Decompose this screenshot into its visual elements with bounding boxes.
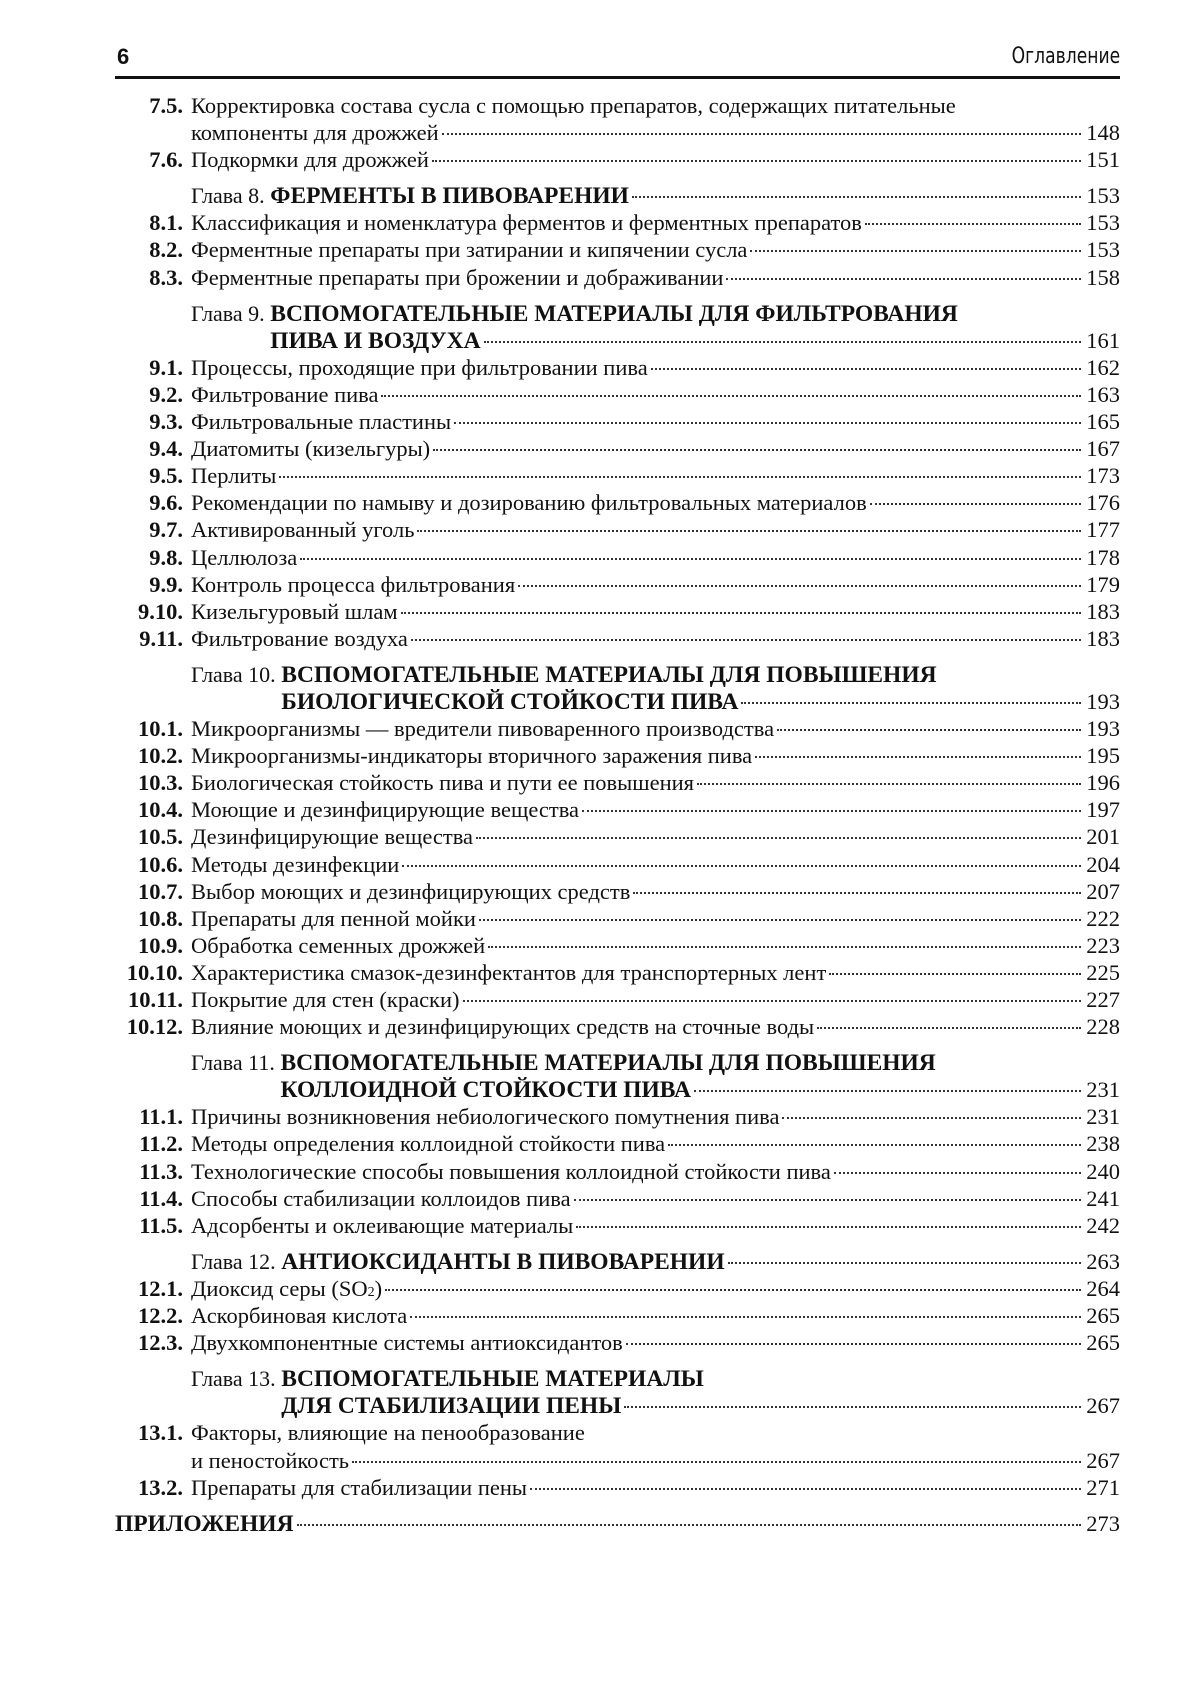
toc-chapter-row[interactable] [115,1365,1120,1392]
entry-line [191,1248,1120,1276]
page-ref[interactable]: 196 [1084,769,1120,796]
entry-line [191,688,1120,716]
toc-item-row[interactable] [115,1275,1120,1302]
page-ref[interactable]: 241 [1084,1185,1120,1212]
toc-item-row[interactable] [115,1447,1120,1474]
page-ref[interactable]: 265 [1084,1329,1120,1356]
page-ref[interactable]: 177 [1084,516,1120,543]
toc-item-row[interactable] [115,1103,1120,1130]
dot-leader [626,1343,1081,1345]
entry-line [191,932,1120,959]
toc-chapter-row[interactable] [115,1076,1120,1103]
section-title: Технологические способы повышения коллоидной стойкости пива [191,1158,831,1185]
page-ref[interactable]: 193 [1084,688,1120,715]
entry-line [191,571,1120,598]
section-number: 8.2. [115,236,183,263]
page-ref[interactable]: 267 [1084,1392,1120,1419]
section-title: Процессы, проходящие при фильтровании пива [191,354,648,381]
entry-line [191,354,1120,381]
toc-item-row[interactable] [115,544,1120,571]
section-title: Классификация и номенклатура ферментов и ферментных препаратов [191,209,862,236]
dot-leader [829,973,1081,975]
page-ref[interactable]: 223 [1084,932,1120,959]
toc-item-row[interactable] [115,264,1120,291]
section-title: Фильтровальные пластины [191,408,451,435]
entry-line [191,327,1120,355]
toc-item-row[interactable] [115,119,1120,146]
section-title: Аскорбиновая кислота [191,1302,407,1329]
toc-item-row[interactable] [115,905,1120,932]
toc-item-row[interactable] [115,1130,1120,1157]
section-title: компоненты для дрожжей [191,119,439,146]
section-title: Микроорганизмы — вредители пивоваренного производства [191,715,774,742]
toc-chapter-row[interactable] [115,182,1120,209]
chapter-title: КОЛЛОИДНОЙ СТОЙКОСТИ ПИВА [280,1077,690,1104]
section-title: Диатомиты (кизельгуры) [191,435,430,462]
dot-leader [624,1406,1081,1408]
entry-line [191,119,1120,146]
dot-leader [297,1524,1081,1526]
section-number: 9.5. [115,462,183,489]
chapter-label: Глава 12. [191,1248,276,1275]
page-ref[interactable]: 153 [1084,182,1120,209]
toc-item-row[interactable] [115,1302,1120,1329]
toc-item-row[interactable] [115,408,1120,435]
dot-leader [433,449,1081,451]
toc-chapter-row[interactable] [115,1392,1120,1419]
page-ref[interactable]: 158 [1084,264,1120,291]
page-ref[interactable]: 265 [1084,1302,1120,1329]
page-ref[interactable]: 148 [1084,119,1120,146]
entry-line [191,1103,1120,1130]
section-title: Фильтрование пива [191,381,378,408]
toc-item-row[interactable] [115,769,1120,796]
dot-leader [454,422,1081,424]
entry-line [191,544,1120,571]
page-ref[interactable]: 167 [1084,435,1120,462]
section-title: Препараты для стабилизации пены [191,1474,527,1501]
page-ref[interactable]: 222 [1084,905,1120,932]
entry-line [191,381,1120,408]
entry-line [191,1013,1120,1040]
section-title: Целлюлоза [191,544,297,571]
section-number: 11.5. [115,1212,183,1239]
toc-item-row[interactable] [115,796,1120,823]
page-ref[interactable]: 228 [1084,1013,1120,1040]
section-title: Двухкомпонентные системы антиоксидантов [191,1329,623,1356]
dot-leader [817,1027,1081,1029]
page-ref[interactable]: 178 [1084,544,1120,571]
dot-leader [479,919,1081,921]
page-ref[interactable]: 162 [1084,354,1120,381]
page-ref[interactable]: 227 [1084,986,1120,1013]
section-number: 11.3. [115,1158,183,1185]
dot-leader [279,476,1081,478]
entry-line [191,408,1120,435]
entry-line [191,1447,1120,1474]
toc-item-row[interactable] [115,1329,1120,1356]
entry-line [191,796,1120,823]
page-ref[interactable]: 153 [1084,236,1120,263]
toc-chapter-row[interactable] [115,300,1120,327]
entry-line [191,1365,1120,1393]
dot-leader [574,1199,1081,1201]
section-number: 10.10. [115,959,183,986]
entry-line [191,146,1120,173]
running-header [115,44,1120,76]
dot-leader [463,1000,1081,1002]
entry-line [191,1474,1120,1501]
chapter-title: БИОЛОГИЧЕСКОЙ СТОЙКОСТИ ПИВА [281,689,738,716]
section-title: Характеристика смазок-дезинфектантов для транспортерных лент [191,959,826,986]
page-ref[interactable]: 176 [1084,489,1120,516]
entry-line [191,300,1120,328]
entry-line [191,769,1120,796]
chapter-title: ВСПОМОГАТЕЛЬНЫЕ МАТЕРИАЛЫ ДЛЯ ФИЛЬТРОВАНИЯ [270,301,958,328]
toc-item-row[interactable] [115,381,1120,408]
toc-item-row[interactable] [115,1185,1120,1212]
toc-chapter-row[interactable] [115,661,1120,688]
section-number: 12.2. [115,1302,183,1329]
section-title: Кизельгуровый шлам [191,598,398,625]
toc-chapter-row[interactable] [115,688,1120,715]
page-ref[interactable]: 273 [1084,1510,1120,1537]
entry-line [191,625,1120,652]
section-title: Методы дезинфекции [191,851,399,878]
entry-line [191,264,1120,291]
dot-leader [834,1172,1081,1174]
section-title: Диоксид серы (SO [191,1275,368,1302]
chapter-title: ВСПОМОГАТЕЛЬНЫЕ МАТЕРИАЛЫ [281,1366,704,1393]
toc-item-row[interactable] [115,1212,1120,1239]
section-title-end: ) [375,1275,383,1302]
page-ref[interactable]: 271 [1084,1474,1120,1501]
section-title: Корректировка состава сусла с помощью препаратов, содержащих питательные [191,92,956,119]
dot-leader [865,223,1081,225]
page-ref[interactable]: 183 [1084,625,1120,652]
dot-leader [726,278,1081,280]
dot-leader [694,1090,1081,1092]
dot-leader [488,946,1081,948]
toc-chapter-row[interactable] [115,327,1120,354]
dot-leader [300,558,1081,560]
toc-item-row[interactable] [115,823,1120,850]
page-ref[interactable]: 204 [1084,851,1120,878]
section-number: 10.4. [115,796,183,823]
entry-line [191,905,1120,932]
toc-item-row[interactable] [115,489,1120,516]
section-number: 10.5. [115,823,183,850]
page-ref[interactable]: 193 [1084,715,1120,742]
entry-line [191,209,1120,236]
section-title: Микроорганизмы-индикаторы вторичного заражения пива [191,742,752,769]
page-ref[interactable]: 195 [1084,742,1120,769]
section-title: и пеностойкость [191,1447,349,1474]
section-number: 10.7. [115,878,183,905]
section-number: 10.6. [115,851,183,878]
page-ref[interactable]: 179 [1084,571,1120,598]
entry-line [191,598,1120,625]
page-ref[interactable]: 225 [1084,959,1120,986]
entry-line [191,489,1120,516]
entry-line [191,1329,1120,1356]
dot-leader [484,341,1081,343]
dot-leader [410,1316,1081,1318]
toc-item-row[interactable] [115,571,1120,598]
section-title: Выбор моющих и дезинфицирующих средств [191,878,630,905]
toc-item-row[interactable] [115,209,1120,236]
toc-item-row[interactable] [115,92,1120,119]
toc-item-row[interactable] [115,625,1120,652]
toc-item-row[interactable] [115,1013,1120,1040]
entry-line [115,1510,1120,1538]
entry-line [191,742,1120,769]
entry-line [191,715,1120,742]
chapter-label: Глава 11. [191,1049,275,1076]
dot-leader [476,837,1081,839]
toc-item-row[interactable] [115,1474,1120,1501]
section-number: 9.4. [115,435,183,462]
toc-item-row[interactable] [115,878,1120,905]
dot-leader [777,729,1081,731]
entry-line [191,823,1120,850]
entry-line [191,516,1120,543]
toc-chapter-row[interactable] [115,1248,1120,1275]
dot-leader [576,1226,1081,1228]
chapter-label: Глава 13. [191,1365,276,1392]
section-title: Методы определения коллоидной стойкости пива [191,1130,665,1157]
section-number: 9.1. [115,354,183,381]
chapter-label: Глава 8. [191,182,265,209]
dot-leader [402,865,1081,867]
section-number: 10.9. [115,932,183,959]
page-ref[interactable]: 231 [1084,1076,1120,1103]
dot-leader [755,756,1081,758]
subscript: 2 [368,1279,375,1306]
page-ref[interactable]: 263 [1084,1248,1120,1275]
dot-leader [870,503,1081,505]
entry-line [191,1212,1120,1239]
page-ref[interactable]: 238 [1084,1130,1120,1157]
section-title: Препараты для пенной мойки [191,905,476,932]
section-number: 11.2. [115,1130,183,1157]
page-ref[interactable]: 264 [1084,1275,1120,1302]
section-number: 11.1. [115,1103,183,1130]
toc-item-row[interactable] [115,742,1120,769]
section-title: Адсорбенты и оклеивающие материалы [191,1212,573,1239]
entry-line [191,1302,1120,1329]
dot-leader [411,639,1081,641]
section-title: Способы стабилизации коллоидов пива [191,1185,571,1212]
page-ref[interactable]: 173 [1084,462,1120,489]
dot-leader [633,892,1081,894]
chapter-title: АНТИОКСИДАНТЫ В ПИВОВАРЕНИИ [281,1249,724,1276]
entry-line [191,959,1120,986]
section-number: 9.6. [115,489,183,516]
section-title: Дезинфицирующие вещества [191,823,473,850]
dot-leader [385,1289,1081,1291]
page-ref[interactable]: 161 [1084,327,1120,354]
section-number: 8.3. [115,264,183,291]
toc-item-row[interactable] [115,435,1120,462]
section-number: 10.8. [115,905,183,932]
section-number: 9.2. [115,381,183,408]
entry-line [191,435,1120,462]
section-title: Ферментные препараты при брожении и дображивании [191,264,723,291]
dot-leader [728,1262,1081,1264]
section-title: Подкормки для дрожжей [191,146,429,173]
entry-line [191,661,1120,689]
page-ref[interactable]: 231 [1084,1103,1120,1130]
entry-line [191,462,1120,489]
toc-chapter-row[interactable] [115,1049,1120,1076]
appendix-title: ПРИЛОЖЕНИЯ [115,1511,294,1538]
chapter-title: ВСПОМОГАТЕЛЬНЫЕ МАТЕРИАЛЫ ДЛЯ ПОВЫШЕНИЯ [280,1050,935,1077]
dot-leader [582,810,1081,812]
entry-line [191,1392,1120,1420]
page-ref[interactable]: 240 [1084,1158,1120,1185]
dot-leader [417,530,1081,532]
section-number: 11.4. [115,1185,183,1212]
page-ref[interactable]: 207 [1084,878,1120,905]
page-ref[interactable]: 183 [1084,598,1120,625]
dot-leader [401,612,1081,614]
toc-item-row[interactable] [115,851,1120,878]
chapter-label: Глава 10. [191,661,276,688]
toc-item-row[interactable] [115,1158,1120,1185]
entry-line [191,1076,1120,1104]
dot-leader [668,1144,1081,1146]
section-title: Влияние моющих и дезинфицирующих средств на сточные воды [191,1013,814,1040]
section-number: 10.12. [115,1013,183,1040]
toc-item-row[interactable] [115,146,1120,173]
chapter-title: ПИВА И ВОЗДУХА [270,328,480,355]
entry-line [191,1158,1120,1185]
section-number: 12.3. [115,1329,183,1356]
entry-line [191,851,1120,878]
toc-item-row[interactable] [115,462,1120,489]
section-number: 12.1. [115,1275,183,1302]
section-title: Моющие и дезинфицирующие вещества [191,796,579,823]
entry-line [191,1419,1120,1446]
page-ref[interactable]: 151 [1084,146,1120,173]
dot-leader [651,368,1081,370]
running-title: Оглавление [1011,44,1120,69]
toc-item-row[interactable] [115,986,1120,1013]
section-number: 9.7. [115,516,183,543]
toc-item-row[interactable] [115,959,1120,986]
chapter-label: Глава 9. [191,300,265,327]
section-number: 9.3. [115,408,183,435]
toc-item-row[interactable] [115,598,1120,625]
page-ref[interactable]: 165 [1084,408,1120,435]
section-title: Перлиты [191,462,276,489]
page-ref[interactable]: 163 [1084,381,1120,408]
dot-leader [741,702,1081,704]
dot-leader [750,250,1081,252]
section-title: Активированный уголь [191,516,414,543]
section-title: Причины возникновения небиологического помутнения пива [191,1103,779,1130]
section-title: Покрытие для стен (краски) [191,986,460,1013]
section-number: 13.1. [115,1419,183,1446]
entry-line [191,1130,1120,1157]
page-ref[interactable]: 201 [1084,823,1120,850]
section-number: 9.10. [115,598,183,625]
entry-line [191,1185,1120,1212]
section-title: Контроль процесса фильтрования [191,571,515,598]
dot-leader [697,783,1081,785]
dot-leader [632,196,1081,198]
toc-item-row[interactable] [115,354,1120,381]
dot-leader [442,133,1081,135]
toc-item-row[interactable] [115,1419,1120,1446]
section-number: 10.2. [115,742,183,769]
header-rule [115,76,1120,79]
section-number: 9.9. [115,571,183,598]
section-number: 9.11. [115,625,183,652]
section-number: 7.5. [115,92,183,119]
chapter-title: ДЛЯ СТАБИЛИЗАЦИИ ПЕНЫ [281,1393,621,1420]
dot-leader [381,395,1081,397]
dot-leader [782,1117,1081,1119]
page-ref[interactable]: 197 [1084,796,1120,823]
toc-item-row[interactable] [115,516,1120,543]
section-number: 9.8. [115,544,183,571]
section-title: Факторы, влияющие на пенообразование [191,1419,585,1446]
entry-line [191,182,1120,210]
entry-line [191,236,1120,263]
section-number: 13.2. [115,1474,183,1501]
section-number: 10.11. [115,986,183,1013]
toc-item-row[interactable] [115,715,1120,742]
dot-leader [432,160,1081,162]
toc-item-row[interactable] [115,932,1120,959]
page-ref[interactable]: 242 [1084,1212,1120,1239]
chapter-title: ФЕРМЕНТЫ В ПИВОВАРЕНИИ [270,183,629,210]
dot-leader [530,1488,1081,1490]
toc-appendix-row[interactable] [115,1510,1120,1537]
page-ref[interactable]: 153 [1084,209,1120,236]
dot-leader [352,1461,1081,1463]
section-title: Рекомендации по намыву и дозированию фильтровальных материалов [191,489,867,516]
section-title: Фильтрование воздуха [191,625,408,652]
section-number: 10.3. [115,769,183,796]
entry-line [191,92,1120,119]
section-title: Обработка семенных дрожжей [191,932,485,959]
page-ref[interactable]: 267 [1084,1447,1120,1474]
entry-line [191,986,1120,1013]
dot-leader [518,585,1081,587]
section-number: 8.1. [115,209,183,236]
table-of-contents [115,92,1120,1537]
section-title: Ферментные препараты при затирании и кипячении сусла [191,236,747,263]
entry-line [191,878,1120,905]
chapter-title: ВСПОМОГАТЕЛЬНЫЕ МАТЕРИАЛЫ ДЛЯ ПОВЫШЕНИЯ [281,662,936,689]
page-number: 6 [117,44,129,70]
section-number: 7.6. [115,146,183,173]
section-title: Биологическая стойкость пива и пути ее повышения [191,769,694,796]
toc-item-row[interactable] [115,236,1120,263]
entry-line [191,1049,1120,1077]
section-number: 10.1. [115,715,183,742]
